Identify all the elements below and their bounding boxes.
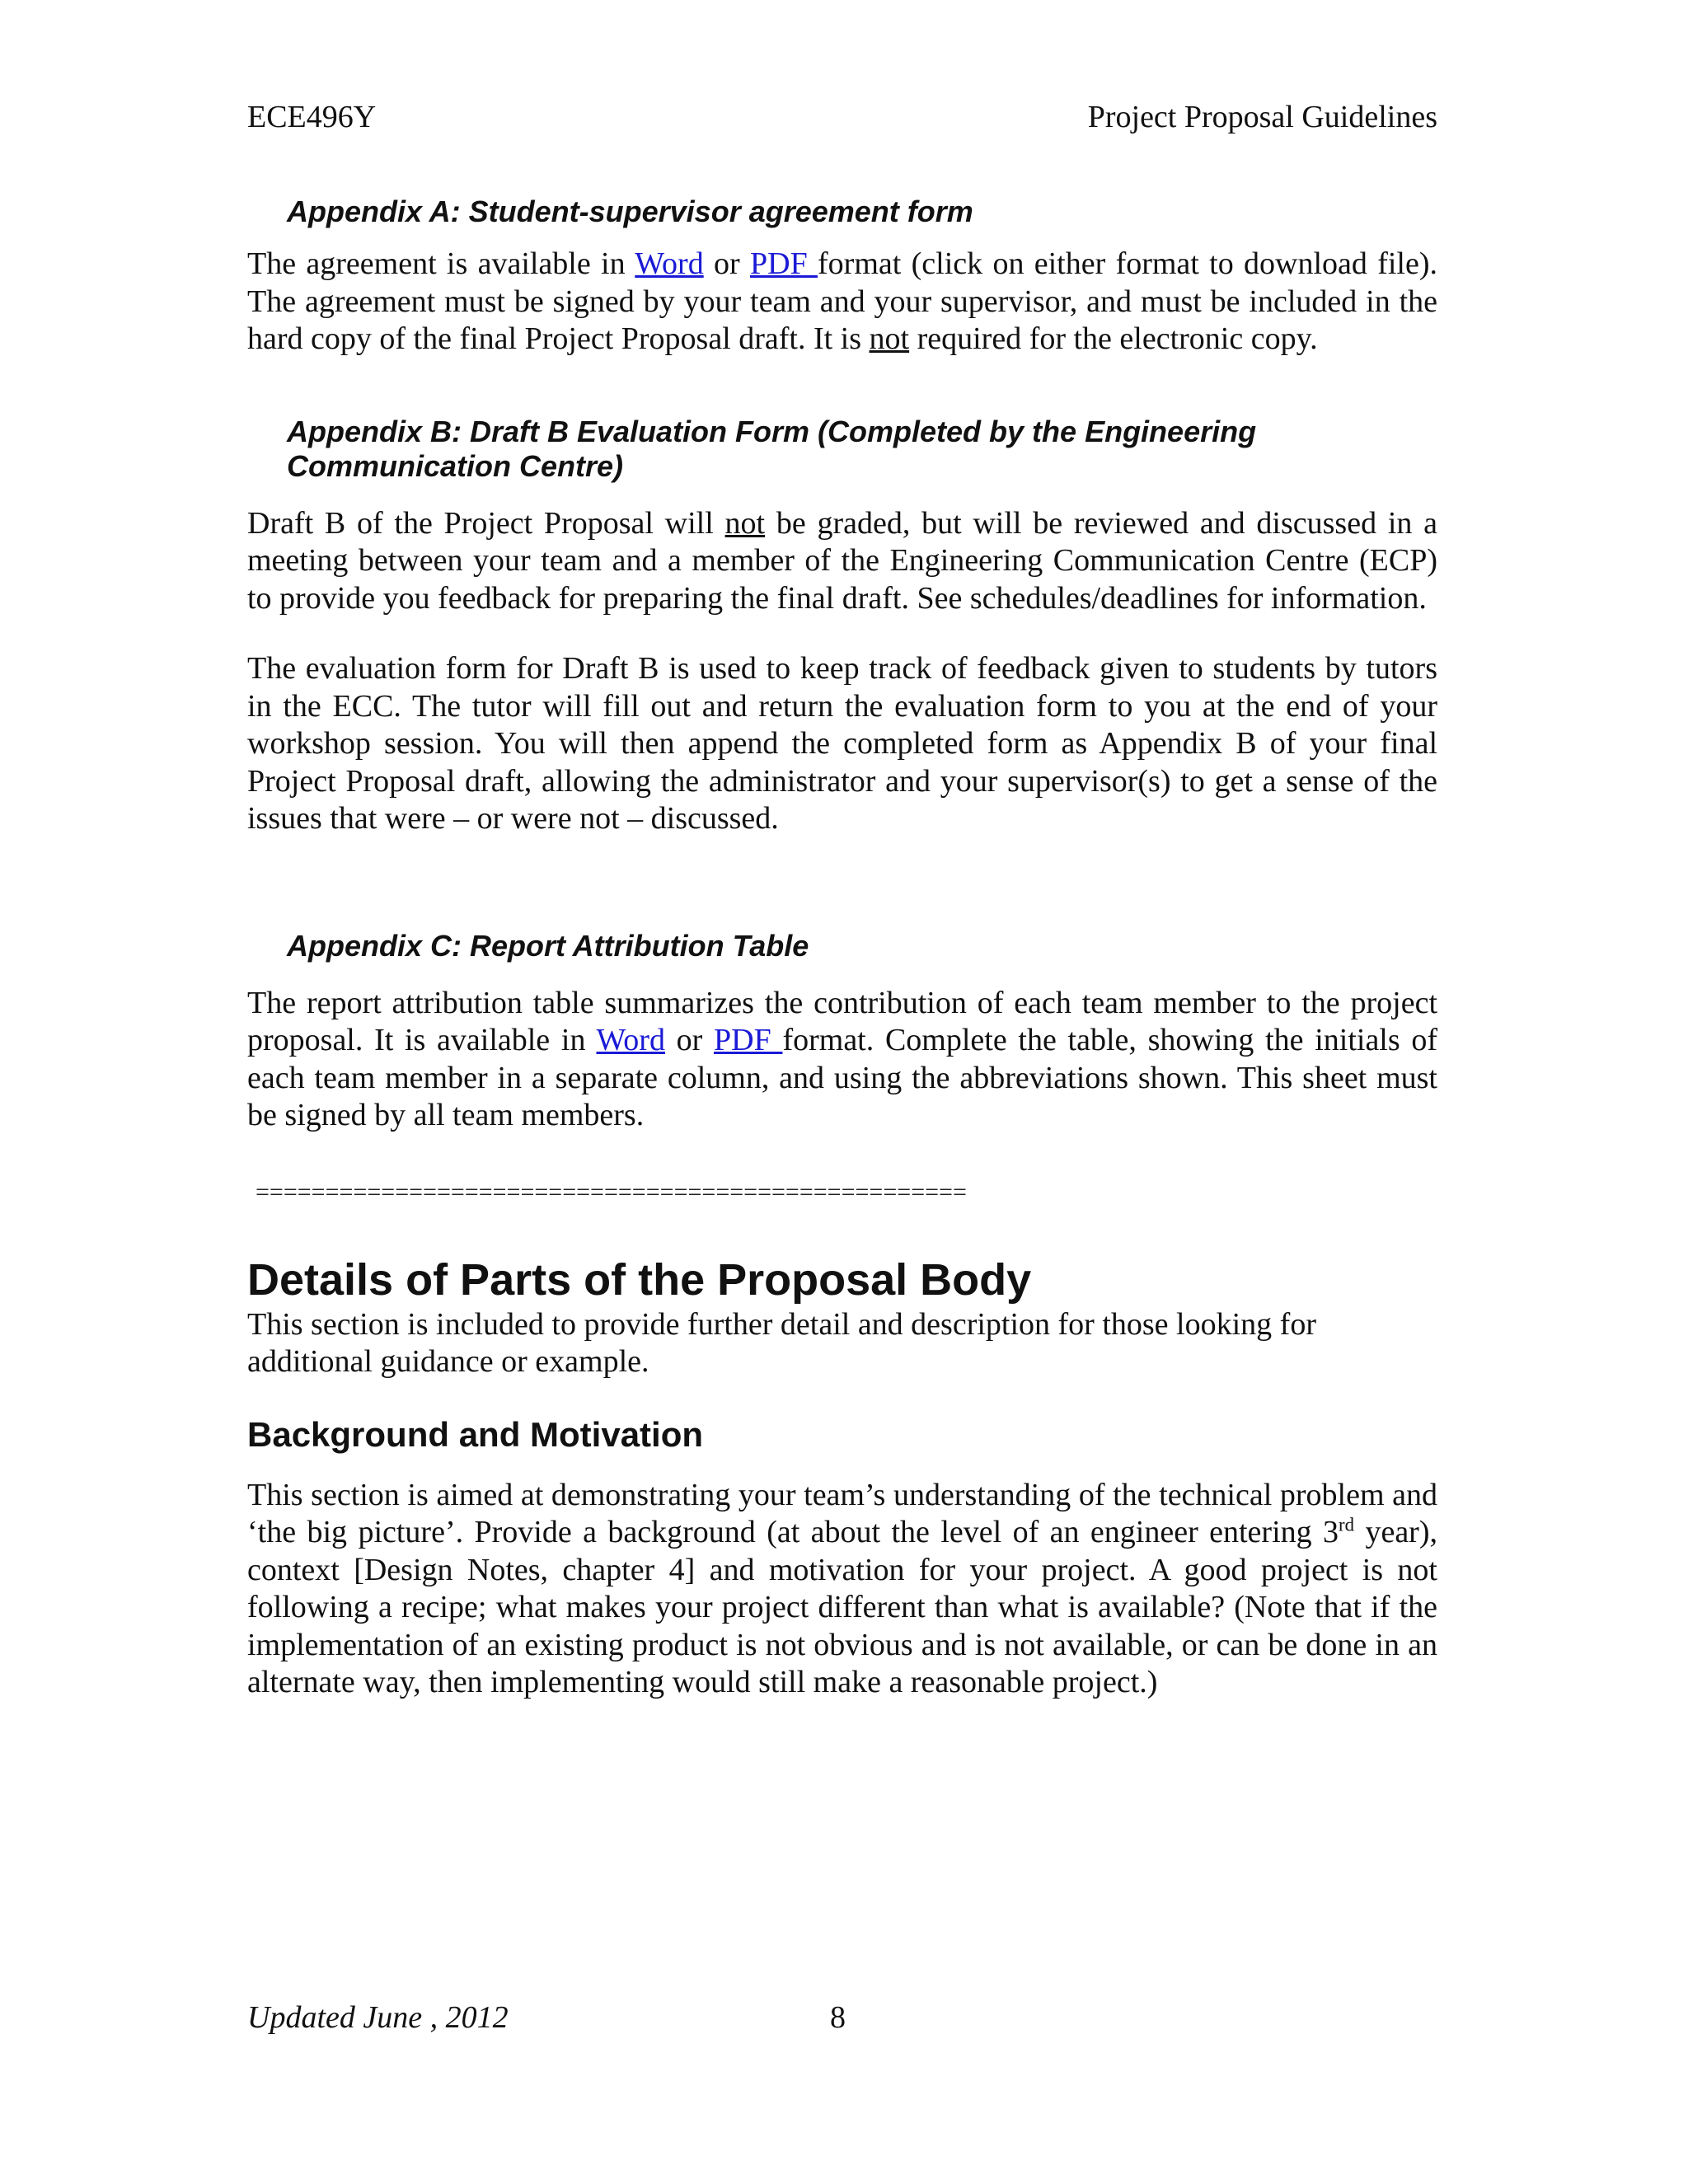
appendix-a-heading: Appendix A: Student-supervisor agreement form bbox=[287, 194, 973, 228]
appendix-c-paragraph: The report attribution table summarizes the contribution of each team member to the project proposal. It is available in Word or PDF format. Complete the table, showing the initials of each team member in a separate column, and using the abbreviations shown. This sheet must be signed by all team members. bbox=[247, 985, 1438, 1132]
appendix-c-word-link[interactable]: Word bbox=[596, 1023, 665, 1057]
details-section-heading: Details of Parts of the Proposal Body bbox=[247, 1254, 1032, 1305]
header-course-code: ECE496Y bbox=[247, 100, 377, 134]
background-motivation-heading: Background and Motivation bbox=[247, 1414, 704, 1454]
background-motivation-paragraph: This section is aimed at demonstrating your team’s understanding of the technical problem and ‘the big picture’. Provide a background (at about the level of an engineer entering 3rd year), context [Design Notes, chapter 4] and motivation for your project. A good project is not following a recipe; what makes your project different than what is available? (Note that if the implementation of an existing product is not obvious and is not available, or can be done in an alternate way, then implementing would still make a reasonable project.) bbox=[247, 1477, 1437, 1699]
appendix-b-paragraph-2: The evaluation form for Draft B is used to keep track of feedback given to students by tutors in the ECC. The tutor will fill out and return the evaluation form to you at the end of your workshop session. You will then append the completed form as Appendix B of your final Project Proposal draft, allowing the administrator and your supervisor(s) to get a sense of the issues that were – or were not – discussed. bbox=[247, 651, 1437, 836]
footer-updated-date: Updated June , 2012 bbox=[247, 2000, 509, 2035]
details-intro-paragraph: This section is included to provide further detail and description for those looking for additional guidance or example. bbox=[247, 1306, 1316, 1379]
appendix-c-pdf-link[interactable]: PDF bbox=[714, 1023, 783, 1057]
appendix-c-heading: Appendix C: Report Attribution Table bbox=[287, 928, 809, 963]
section-divider: =================================================== bbox=[256, 1178, 967, 1206]
appendix-a-word-link[interactable]: Word bbox=[635, 246, 704, 281]
running-header bbox=[247, 97, 1437, 137]
page-content bbox=[247, 194, 1437, 1702]
appendix-b-paragraph-1: Draft B of the Project Proposal will not be graded, but will be reviewed and discussed in a meeting between your team and a member of the Engineering Communication Centre (ECP) to provide you feedback for preparing the final draft. See schedules/deadlines for information. bbox=[247, 505, 1437, 616]
appendix-a-paragraph: The agreement is available in Word or PDF format (click on either format to download file). The agreement must be signed by your team and your supervisor, and must be included in the hard copy of the final Project Proposal draft. It is not required for the electronic copy. bbox=[247, 246, 1438, 356]
appendix-a-pdf-link[interactable]: PDF bbox=[750, 246, 818, 281]
page-number: 8 bbox=[830, 2000, 846, 2035]
appendix-b-heading: Appendix B: Draft B Evaluation Form (Completed by the Engineering Communication Centre) bbox=[287, 414, 1257, 483]
header-document-title: Project Proposal Guidelines bbox=[1087, 100, 1437, 134]
